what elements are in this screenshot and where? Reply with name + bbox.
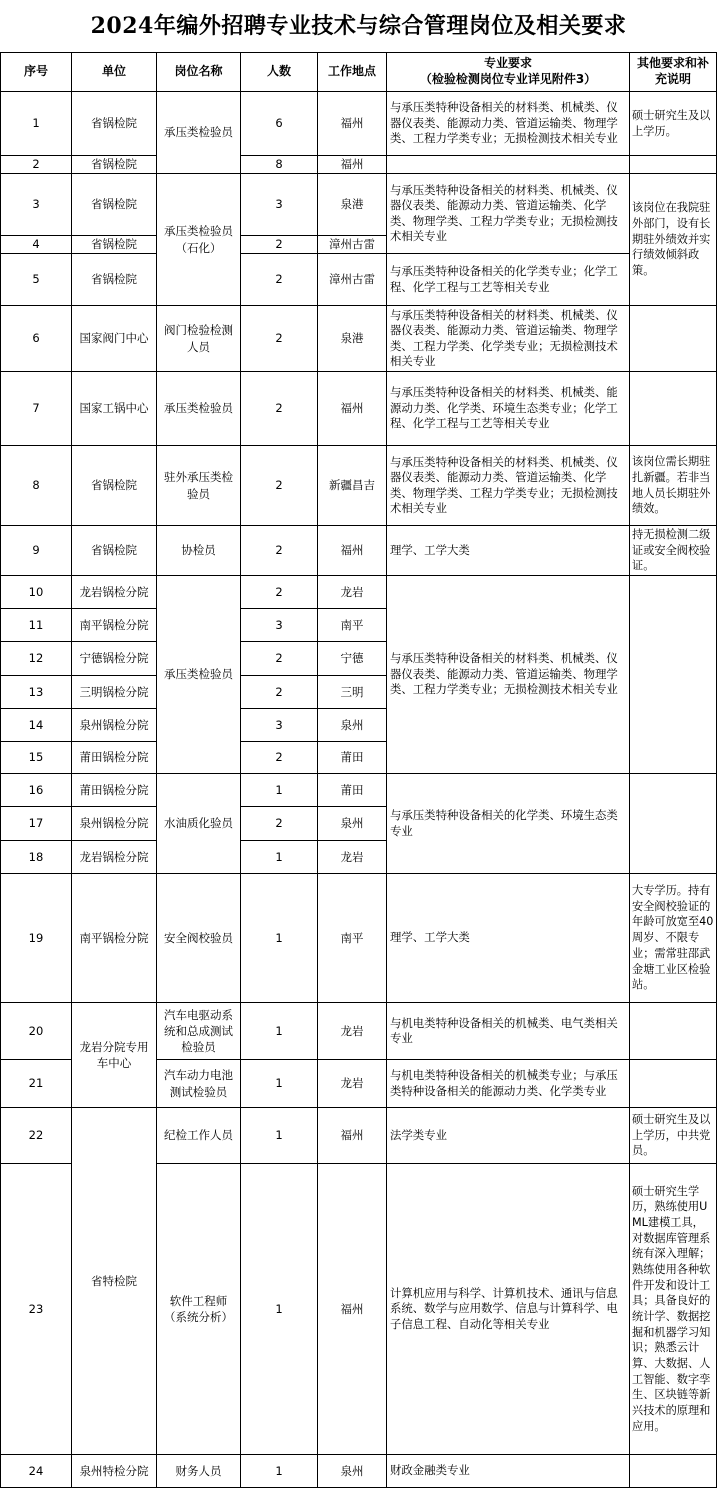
row-location-text: 龙岩	[340, 849, 364, 864]
row-location-text: 龙岩	[340, 584, 364, 599]
row-major	[387, 576, 630, 774]
row-location	[318, 92, 387, 156]
row-count-text: 8	[275, 157, 283, 172]
row-location-text: 莆田	[340, 782, 364, 797]
row-major-text: 与承压类特种设备相关的材料类、机械类、仪器仪表类、能源动力类、管道运输类、化学类、物理学类、工程力学类专业；无损检测技术相关专业	[390, 182, 618, 243]
row-note	[630, 874, 717, 1003]
row-count	[241, 306, 318, 372]
row-unit	[72, 807, 157, 841]
row-seq	[0, 1060, 72, 1108]
row-location-text: 福州	[340, 543, 364, 558]
row-location-text: 泉港	[340, 331, 364, 346]
row-major-text: 与机电类特种设备相关的机械类、电气类相关专业	[390, 1015, 618, 1045]
row-count	[241, 526, 318, 576]
header-position-text: 岗位名称	[174, 64, 223, 79]
row-count	[241, 1455, 318, 1488]
row-unit-text: 龙岩锅检分院	[79, 849, 149, 864]
row-position	[157, 1060, 241, 1108]
row-position-text: 承压类检验员	[164, 667, 233, 682]
row-seq	[0, 92, 72, 156]
row-seq	[0, 306, 72, 372]
row-note-text: 持无损检测二级证或安全阀校验证。	[632, 527, 711, 573]
row-count	[241, 1003, 318, 1060]
row-unit	[72, 576, 157, 609]
row-note	[630, 174, 717, 306]
row-count-text: 3	[275, 717, 283, 732]
row-unit-text: 泉州特检分院	[79, 1463, 149, 1478]
header-major-text: 专业要求	[483, 56, 532, 71]
row-unit-merged-text: 省特检院	[91, 1273, 137, 1288]
row-seq-text: 20	[28, 1023, 44, 1038]
row-seq	[0, 526, 72, 576]
row-position-text: 汽车动力电池测试检验员	[164, 1068, 233, 1099]
row-count-text: 2	[275, 272, 283, 287]
row-count	[241, 1060, 318, 1108]
row-seq	[0, 709, 72, 742]
row-location-text: 漳州古雷	[329, 237, 375, 252]
row-seq	[0, 742, 72, 774]
row-count-text: 2	[275, 750, 283, 765]
row-major-text: 与承压类特种设备相关的材料类、机械类、仪器仪表类、能源动力类、管道运输类、物理学类、工程力学类专业；无损检测技术相关专业	[390, 100, 618, 146]
row-count-text: 2	[275, 237, 283, 252]
row-position	[157, 174, 241, 306]
row-location-text: 泉港	[340, 197, 364, 212]
row-major-text: 与承压类特种设备相关的化学类、环境生态类专业	[390, 808, 618, 838]
row-count	[241, 446, 318, 526]
row-count-text: 2	[275, 651, 283, 666]
row-unit-text: 省锅检院	[91, 543, 137, 558]
row-unit-text: 龙岩锅检分院	[79, 584, 149, 599]
row-major	[387, 1060, 630, 1108]
row-position-text: 阀门检验检测人员	[164, 323, 233, 354]
row-count	[241, 92, 318, 156]
row-major	[387, 1003, 630, 1060]
header-major-subtext: （检验检测岗位专业详见附件3）	[419, 72, 597, 86]
row-note	[630, 526, 717, 576]
row-location	[318, 609, 387, 642]
row-location-text: 福州	[340, 401, 364, 416]
row-count	[241, 642, 318, 676]
header-unit	[72, 52, 157, 92]
row-major-text: 与承压类特种设备相关的材料类、机械类、仪器仪表类、能源动力类、管道运输类、化学类、物理学类、工程力学类专业；无损检测技术相关专业	[390, 454, 618, 515]
row-major-text: 财政金融类专业	[390, 1463, 470, 1478]
row-location-text: 莆田	[340, 750, 364, 765]
row-unit	[72, 709, 157, 742]
row-major-text: 理学、工学大类	[390, 930, 470, 945]
row-count-text: 1	[275, 1301, 283, 1316]
row-count-text: 3	[275, 197, 283, 212]
row-location	[318, 306, 387, 372]
header-unit-text: 单位	[101, 64, 126, 79]
row-seq-text: 10	[28, 584, 44, 599]
row-position	[157, 1003, 241, 1060]
row-note-text: 硕士研究生及以上学历，中共党员。	[632, 1112, 711, 1158]
row-unit-text: 南平锅检分院	[79, 930, 149, 945]
row-count-text: 2	[275, 543, 283, 558]
row-seq	[0, 1108, 72, 1164]
row-location-text: 三明	[340, 684, 364, 699]
row-count	[241, 774, 318, 807]
row-position	[157, 1455, 241, 1488]
row-count-text: 2	[275, 331, 283, 346]
row-note	[630, 372, 717, 446]
row-unit-text: 省锅检院	[91, 157, 137, 172]
row-seq	[0, 874, 72, 1003]
row-seq-text: 13	[28, 684, 44, 699]
row-unit-text: 宁德锅检分院	[79, 651, 149, 666]
row-location	[318, 236, 387, 254]
row-note	[630, 1108, 717, 1164]
row-unit-text: 泉州锅检分院	[79, 717, 149, 732]
row-count-text: 1	[275, 782, 283, 797]
row-position-text: 承压类检验员	[164, 401, 233, 416]
row-seq	[0, 1455, 72, 1488]
row-position	[157, 372, 241, 446]
row-seq	[0, 1164, 72, 1455]
row-count-text: 1	[275, 1463, 283, 1478]
row-seq	[0, 156, 72, 174]
row-unit-text: 南平锅检分院	[79, 617, 149, 632]
row-seq	[0, 372, 72, 446]
row-location	[318, 841, 387, 874]
row-major	[387, 92, 630, 156]
row-location	[318, 874, 387, 1003]
row-position	[157, 1164, 241, 1455]
row-position-text: 财务人员	[175, 1463, 222, 1478]
row-count	[241, 676, 318, 709]
row-note-text: 该岗位在我院驻外部门，设有长期驻外绩效并实行绩效倾斜政策。	[632, 201, 711, 277]
row-major	[387, 1164, 630, 1455]
row-major	[387, 1455, 630, 1488]
row-position	[157, 576, 241, 774]
row-location-text: 南平	[340, 617, 364, 632]
row-major-text: 法学类专业	[390, 1127, 447, 1142]
row-note	[630, 774, 717, 874]
row-location	[318, 1003, 387, 1060]
header-seq-text: 序号	[23, 64, 48, 79]
row-seq-text: 5	[32, 272, 40, 287]
row-count-text: 1	[275, 849, 283, 864]
row-major	[387, 446, 630, 526]
row-position-text: 驻外承压类检验员	[164, 470, 233, 501]
row-position-text: 协检员	[181, 543, 216, 558]
header-other-text: 其他要求和补充说明	[636, 56, 709, 86]
row-seq-text: 24	[28, 1463, 44, 1478]
row-count	[241, 254, 318, 306]
row-unit-text: 泉州锅检分院	[79, 816, 149, 831]
row-location	[318, 709, 387, 742]
row-unit-text: 省锅检院	[91, 197, 137, 212]
row-count	[241, 807, 318, 841]
row-count	[241, 841, 318, 874]
row-count	[241, 1164, 318, 1455]
row-seq-text: 2	[32, 157, 40, 172]
row-unit-text: 三明锅检分院	[79, 684, 149, 699]
row-location	[318, 1455, 387, 1488]
row-count-text: 1	[275, 1128, 283, 1143]
row-seq	[0, 676, 72, 709]
row-note-text: 该岗位需长期驻扎新疆。若非当地人员长期驻外绩效。	[632, 455, 711, 516]
row-count-text: 3	[275, 617, 283, 632]
row-seq-text: 4	[32, 237, 40, 252]
row-seq	[0, 642, 72, 676]
row-note	[630, 92, 717, 156]
row-note	[630, 1455, 717, 1488]
row-major-text: 与承压类特种设备相关的材料类、机械类、仪器仪表类、能源动力类、管道运输类、物理学类、工程力学类、化学类专业；无损检测技术相关专业	[390, 307, 618, 368]
row-position	[157, 874, 241, 1003]
row-count-text: 1	[275, 1076, 283, 1091]
row-location-text: 宁德	[340, 651, 364, 666]
row-major	[387, 174, 630, 254]
row-unit	[72, 526, 157, 576]
row-position	[157, 306, 241, 372]
row-count	[241, 236, 318, 254]
row-seq	[0, 576, 72, 609]
row-major-text: 与机电类特种设备相关的机械类专业；与承压类特种设备相关的能源动力类、化学类专业	[390, 1068, 618, 1098]
row-seq	[0, 841, 72, 874]
row-location	[318, 526, 387, 576]
row-position	[157, 92, 241, 174]
row-unit-text: 省锅检院	[91, 116, 137, 131]
row-major-text: 与承压类特种设备相关的材料类、机械类、能源动力类、化学类、环境生态类专业；化学工程、化学工程与工艺等相关专业	[390, 385, 618, 431]
row-unit	[72, 156, 157, 174]
row-seq	[0, 1003, 72, 1060]
row-major-text: 理学、工学大类	[390, 542, 470, 557]
row-count-text: 2	[275, 478, 283, 493]
header-count-text: 人数	[266, 64, 291, 79]
row-location-text: 新疆昌吉	[329, 478, 375, 493]
row-position-text: 安全阀校验员	[164, 930, 233, 945]
row-location	[318, 642, 387, 676]
row-location	[318, 807, 387, 841]
row-seq-text: 6	[32, 331, 40, 346]
row-location	[318, 576, 387, 609]
row-note	[630, 1164, 717, 1455]
row-major-text: 与承压类特种设备相关的材料类、机械类、仪器仪表类、能源动力类、管道运输类、物理学类、工程力学类专业；无损检测技术相关专业	[390, 651, 618, 697]
row-note	[630, 1060, 717, 1108]
row-count	[241, 372, 318, 446]
row-unit-text: 国家阀门中心	[79, 331, 149, 346]
row-major-text: 计算机应用与科学、计算机技术、通讯与信息系统、数学与应用数学、信息与计算科学、电子信息工程、自动化等相关专业	[390, 1285, 618, 1331]
row-seq-text: 18	[28, 849, 44, 864]
row-unit-text: 省锅检院	[91, 237, 137, 252]
row-location	[318, 372, 387, 446]
row-location-text: 泉州	[340, 816, 364, 831]
row-major	[387, 774, 630, 874]
row-unit	[72, 609, 157, 642]
row-seq	[0, 774, 72, 807]
row-position	[157, 1108, 241, 1164]
row-seq-text: 12	[28, 651, 44, 666]
row-unit	[72, 874, 157, 1003]
row-note	[630, 156, 717, 174]
row-location-text: 福州	[340, 116, 364, 131]
row-count	[241, 576, 318, 609]
row-unit	[72, 174, 157, 236]
row-position-text: 软件工程师（系统分析）	[164, 1293, 233, 1324]
row-major	[387, 372, 630, 446]
header-other	[630, 52, 717, 92]
row-seq-text: 14	[28, 717, 44, 732]
row-count-text: 2	[275, 401, 283, 416]
row-location	[318, 676, 387, 709]
row-count-text: 2	[275, 584, 283, 599]
row-unit	[72, 642, 157, 676]
row-position	[157, 526, 241, 576]
row-major	[387, 526, 630, 576]
row-location-text: 漳州古雷	[329, 272, 375, 287]
row-seq-text: 1	[32, 116, 40, 131]
row-seq	[0, 254, 72, 306]
header-location-text: 工作地点	[327, 64, 376, 79]
row-count	[241, 609, 318, 642]
row-unit	[72, 742, 157, 774]
header-count	[241, 52, 318, 92]
header-location	[318, 52, 387, 92]
row-major	[387, 306, 630, 372]
row-location-text: 福州	[340, 1301, 364, 1316]
page-title: 2024年编外招聘专业技术与综合管理岗位及相关要求	[90, 13, 627, 39]
row-unit	[72, 92, 157, 156]
row-location-text: 福州	[340, 1128, 364, 1143]
row-major	[387, 254, 630, 306]
row-unit-merged-text: 龙岩分院专用车中心	[79, 1039, 149, 1070]
row-unit	[72, 372, 157, 446]
header-major	[387, 52, 630, 92]
row-seq	[0, 807, 72, 841]
row-count	[241, 174, 318, 236]
row-location	[318, 174, 387, 236]
row-unit-text: 国家工锅中心	[79, 401, 149, 416]
row-seq-text: 16	[28, 782, 44, 797]
row-count	[241, 156, 318, 174]
row-location-text: 泉州	[340, 717, 364, 732]
row-unit	[72, 306, 157, 372]
row-count-text: 1	[275, 930, 283, 945]
row-seq-text: 21	[28, 1076, 44, 1091]
row-seq	[0, 446, 72, 526]
row-unit	[72, 774, 157, 807]
row-major	[387, 156, 630, 174]
row-count-text: 2	[275, 684, 283, 699]
row-location-text: 泉州	[340, 1463, 364, 1478]
header-seq	[0, 52, 72, 92]
row-position-text: 纪检工作人员	[164, 1128, 233, 1143]
row-location	[318, 156, 387, 174]
row-note	[630, 576, 717, 774]
row-seq	[0, 236, 72, 254]
row-note	[630, 306, 717, 372]
row-seq-text: 15	[28, 750, 44, 765]
row-note-text: 大专学历。持有安全阀校验证的年龄可放宽至40周岁、不限专业；需常驻邵武金塘工业区检验站。	[632, 884, 714, 992]
row-position-text: 承压类检验员（石化）	[164, 224, 233, 255]
row-position	[157, 446, 241, 526]
row-location	[318, 1164, 387, 1455]
row-location-text: 龙岩	[340, 1023, 364, 1038]
row-count-text: 2	[275, 816, 283, 831]
row-position-text: 承压类检验员	[164, 125, 233, 140]
row-seq-text: 19	[28, 930, 44, 945]
row-location	[318, 1108, 387, 1164]
row-unit	[72, 446, 157, 526]
row-location	[318, 742, 387, 774]
row-seq-text: 7	[32, 401, 40, 416]
row-unit	[72, 841, 157, 874]
row-count	[241, 709, 318, 742]
row-major	[387, 874, 630, 1003]
row-location	[318, 254, 387, 306]
row-seq-text: 11	[28, 617, 44, 632]
row-count	[241, 742, 318, 774]
row-count	[241, 1108, 318, 1164]
row-unit	[72, 236, 157, 254]
row-seq-text: 23	[28, 1301, 44, 1316]
row-location	[318, 1060, 387, 1108]
row-unit-text: 省锅检院	[91, 272, 137, 287]
row-seq-text: 17	[28, 816, 44, 831]
row-unit	[72, 676, 157, 709]
row-seq-text: 9	[32, 543, 40, 558]
header-position	[157, 52, 241, 92]
row-location-text: 南平	[340, 930, 364, 945]
row-note-text: 硕士研究生学历，熟练使用UML建模工具，对数据库管理系统有深入理解；熟练使用各种软件开发和设计工具；具备良好的统计学、数据挖掘和机器学习知识；熟悉云计算、大数据、人工智能、数字孪生、区块链等新兴技术的原理和应用。	[632, 1184, 711, 1433]
row-seq-text: 3	[32, 197, 40, 212]
row-location	[318, 446, 387, 526]
row-unit	[72, 1455, 157, 1488]
row-note	[630, 446, 717, 526]
row-note-text: 硕士研究生及以上学历。	[632, 108, 711, 138]
row-unit-text: 莆田锅检分院	[79, 782, 149, 797]
row-count-text: 1	[275, 1023, 283, 1038]
row-note	[630, 1003, 717, 1060]
row-location	[318, 774, 387, 807]
row-position	[157, 774, 241, 874]
row-position-text: 水油质化验员	[164, 816, 233, 831]
row-count-text: 6	[275, 116, 283, 131]
row-unit-merged	[72, 1108, 157, 1455]
row-location-text: 龙岩	[340, 1076, 364, 1091]
row-seq-text: 8	[32, 478, 40, 493]
row-major	[387, 1108, 630, 1164]
row-unit-text: 省锅检院	[91, 478, 137, 493]
row-position-text: 汽车电驱动系统和总成测试检验员	[164, 1007, 233, 1055]
row-seq	[0, 174, 72, 236]
row-seq	[0, 609, 72, 642]
row-count	[241, 874, 318, 1003]
row-major-text: 与承压类特种设备相关的化学类专业；化学工程、化学工程与工艺等相关专业	[390, 264, 618, 294]
row-location-text: 福州	[340, 157, 364, 172]
row-unit-text: 莆田锅检分院	[79, 750, 149, 765]
row-unit	[72, 254, 157, 306]
row-unit-merged	[72, 1003, 157, 1108]
row-seq-text: 22	[28, 1128, 44, 1143]
